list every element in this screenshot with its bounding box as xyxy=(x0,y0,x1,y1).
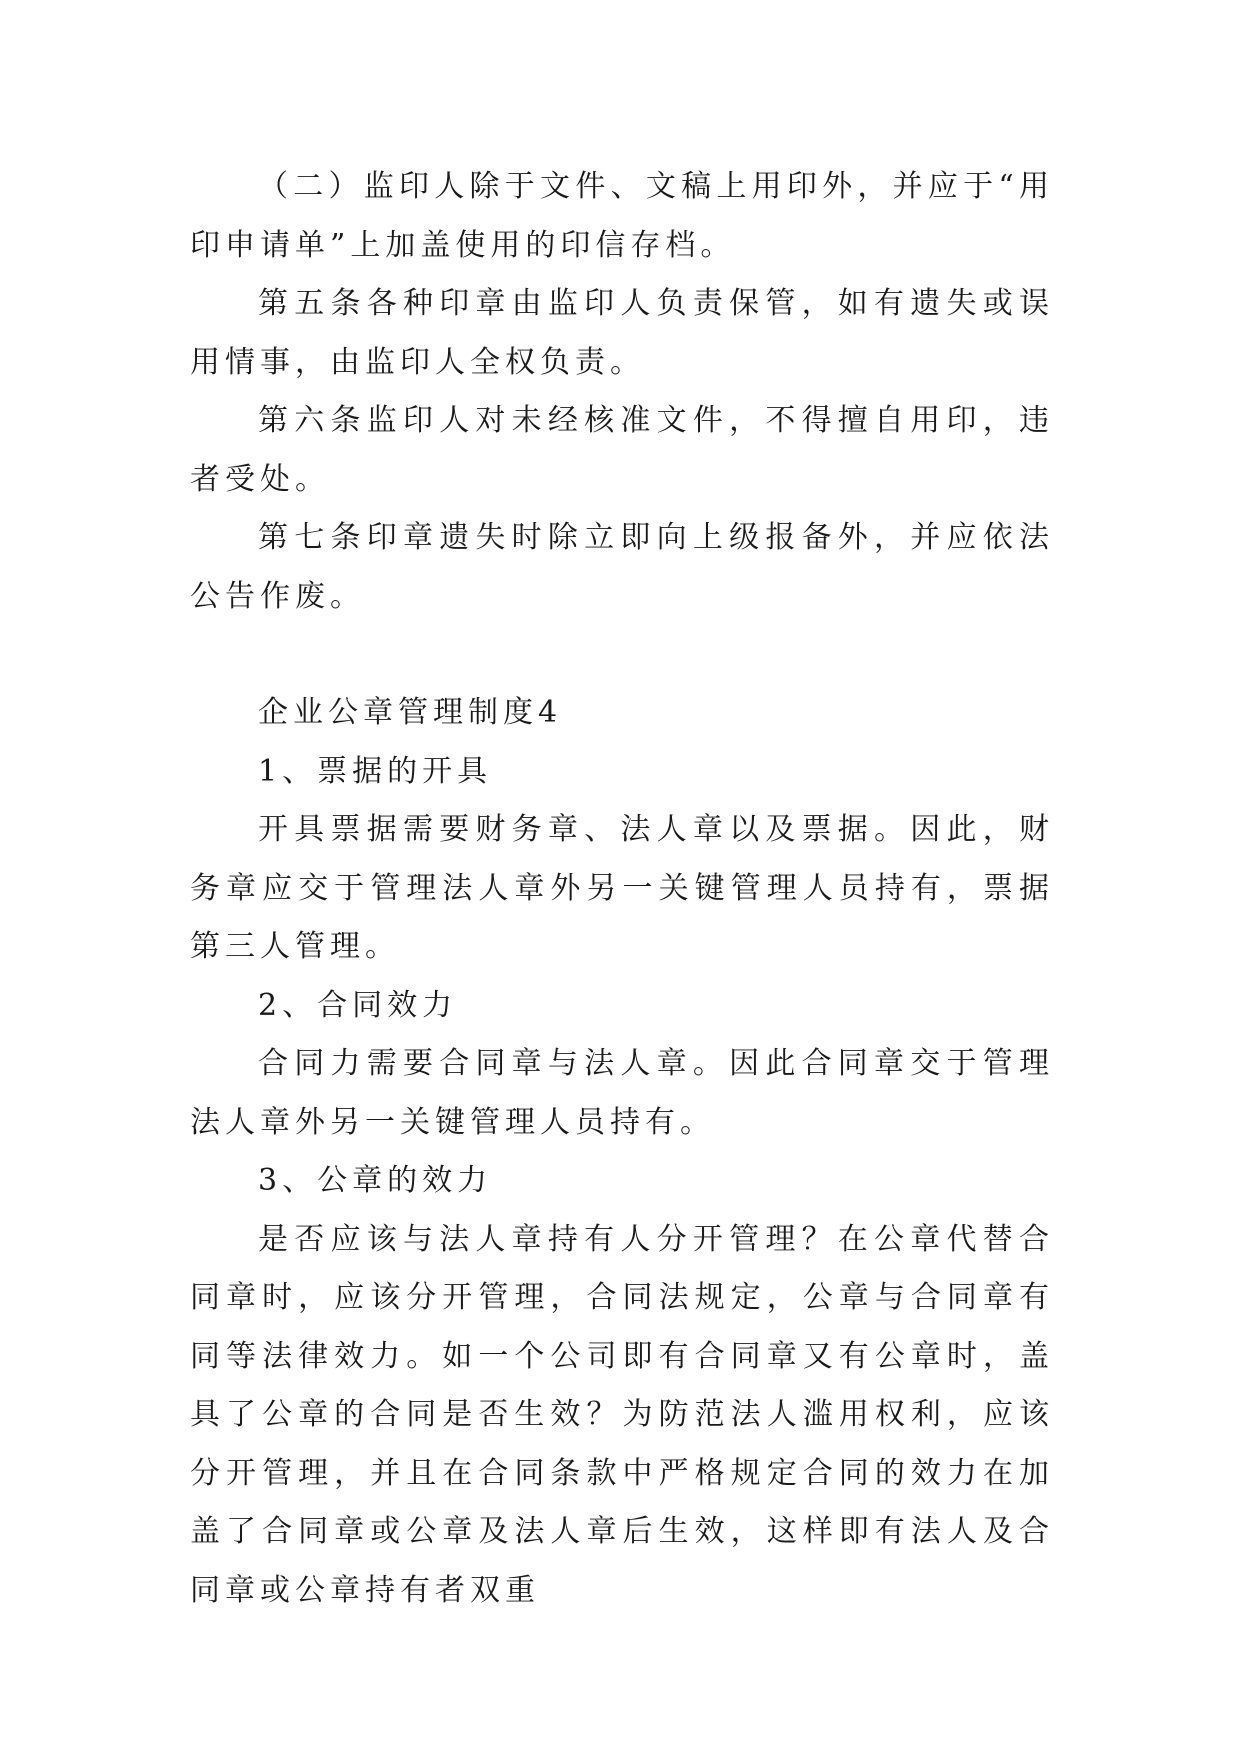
section-title: 企业公章管理制度4 xyxy=(258,695,563,730)
document-body xyxy=(190,158,1054,1620)
paragraph-official-seal-validity: 是否应该与法人章持有人分开管理？在公章代替合同章时，应该分开管理，合同法规定，公章与合同章有同等法律效力。如一个公司即有合同章又有公章时，盖具了公章的合同是否生效？为防范法人滥用权利，应该分开管理，并且在合同条款中严格规定合同的效力在加盖了合同章或公章及法人章后生效，这样即有法人及合同章或公章持有者双重 xyxy=(190,1221,1054,1608)
paragraph-seal-application: （二）监印人除于文件、文稿上用印外，并应于“用印申请单”上加盖使用的印信存档。 xyxy=(190,169,1054,263)
paragraph-article-7: 第七条印章遗失时除立即向上级报备外，并应依法公告作废。 xyxy=(190,520,1054,614)
heading-contract-validity: 2、合同效力 xyxy=(258,987,458,1023)
section-gap xyxy=(190,626,1054,684)
paragraph-article-5: 第五条各种印章由监印人负责保管，如有遗失或误用情事，由监印人全权负责。 xyxy=(190,286,1054,380)
heading-invoice-issuance: 1、票据的开具 xyxy=(258,753,493,789)
heading-official-seal-validity: 3、公章的效力 xyxy=(258,1163,493,1198)
paragraph-contract-validity: 合同力需要合同章与法人章。因此合同章交于管理法人章外另一关键管理人员持有。 xyxy=(190,1046,1054,1140)
paragraph-invoice-issuance: 开具票据需要财务章、法人章以及票据。因此，财务章应交于管理法人章外另一关键管理人员持有，票据第三人管理。 xyxy=(190,812,1054,964)
paragraph-article-6: 第六条监印人对未经核准文件，不得擅自用印，违者受处。 xyxy=(190,403,1054,497)
